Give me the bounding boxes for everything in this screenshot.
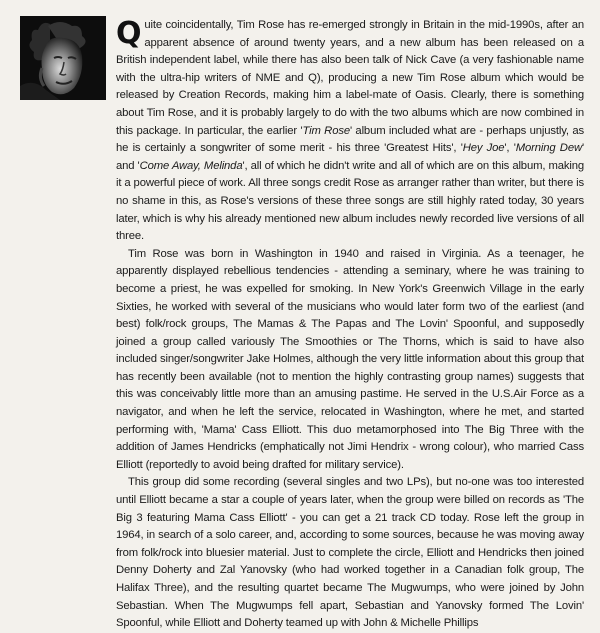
song-title: Morning Dew bbox=[515, 142, 582, 155]
song-title: Come Away, Melinda bbox=[139, 159, 243, 172]
portrait-image bbox=[20, 16, 106, 100]
text-run: uite coincidentally, Tim Rose has re-emerged strongly in Britain in the mid-1990s, after an apparent absence of around twenty years, and a new album has been released on a British independent label, while there has also been talk of Nick Cave (a very fashionable name with the ultra-hip writers of NME and Q), producing a new Tim Rose album which would be released by Creation Records, making him a label-mate of Oasis. Clearly, there is something about Tim Rose, and it is probably largely to do with the two albums which are now combined in this package. In particular, the earlier ' bbox=[116, 19, 584, 137]
song-title: Tim Rose bbox=[302, 124, 350, 137]
paragraph-1 bbox=[116, 17, 584, 246]
paragraph-3: This group did some recording (several singles and two LPs), but no-one was too interested until Elliott became a star a couple of years later, when the group were billed on records as 'The Big 3 featuring Mama Cass Elliott' - you can get a 21 track CD today. Rose left the group in 1964, in search of a solo career, and, according to some sources, because he was moving away from folk/rock into bluesier material. Just to complete the circle, Elliott and Hendricks then joined Denny Doherty and Zal Yanovsky (who had worked together in a Canadian folk group, The Halifax Three), and the resulting quartet became The Mugwumps, who were joined by John Sebastian. When The Mugwumps fell apart, Sebastian and Yanovsky formed The Lovin' Spoonful, while Elliott and Doherty teamed up with John & Michelle Phillips bbox=[116, 476, 584, 630]
article-body bbox=[116, 17, 584, 633]
song-title: Hey Joe bbox=[462, 142, 505, 155]
text-run: ', ' bbox=[504, 142, 516, 155]
paragraph-1-text bbox=[116, 16, 584, 243]
drop-cap: Q bbox=[116, 16, 142, 51]
text-run: ', all of which he didn't write and all of which are on this album, making it a powerful piece of work. All three songs credit Rose as arranger rather than writer, but there is no shame in this, as Rose's versions of these three songs are still highly rated today, 30 years later, which is why his already mentioned new album includes newly recorded live versions of all three. bbox=[116, 159, 584, 243]
portrait-photo bbox=[20, 16, 106, 100]
paragraph-2: Tim Rose was born in Washington in 1940 and raised in Virginia. As a teenager, he apparently displayed rebellious tendencies - attending a seminary, where he was training to become a priest, he was expelled for smoking. In New York's Greenwich Village in the early Sixties, he worked with several of the musicians who would later form two of the earliest (and best) folk/rock groups, The Mamas & The Papas and The Lovin' Spoonful, and supposedly joined a group called variously The Smoothies or The Thorns, which is said to have also included singer/songwriter Jake Holmes, although the very little information about this group that has recently been available (not to mention the highly contrasting group names) suggests that this was conceivably little more than an amusing pastime. He served in the U.S.Air Force as a navigator, and when he left the service, relocated in Washington, where he met, and started performing with, 'Mama' Cass Elliott. This duo metamorphosed into The Big Three with the addition of James Hendricks (emphatically not Jimi Hendrix - wrong colour), who married Cass Elliott (reportedly to avoid being drafted for military service). bbox=[116, 247, 584, 471]
text-run: ' and ' bbox=[116, 142, 584, 172]
text-run: ' album included what are - perhaps unjustly, as he is certainly a songwriter of some merit - his three 'Greatest Hits', ' bbox=[116, 124, 584, 155]
